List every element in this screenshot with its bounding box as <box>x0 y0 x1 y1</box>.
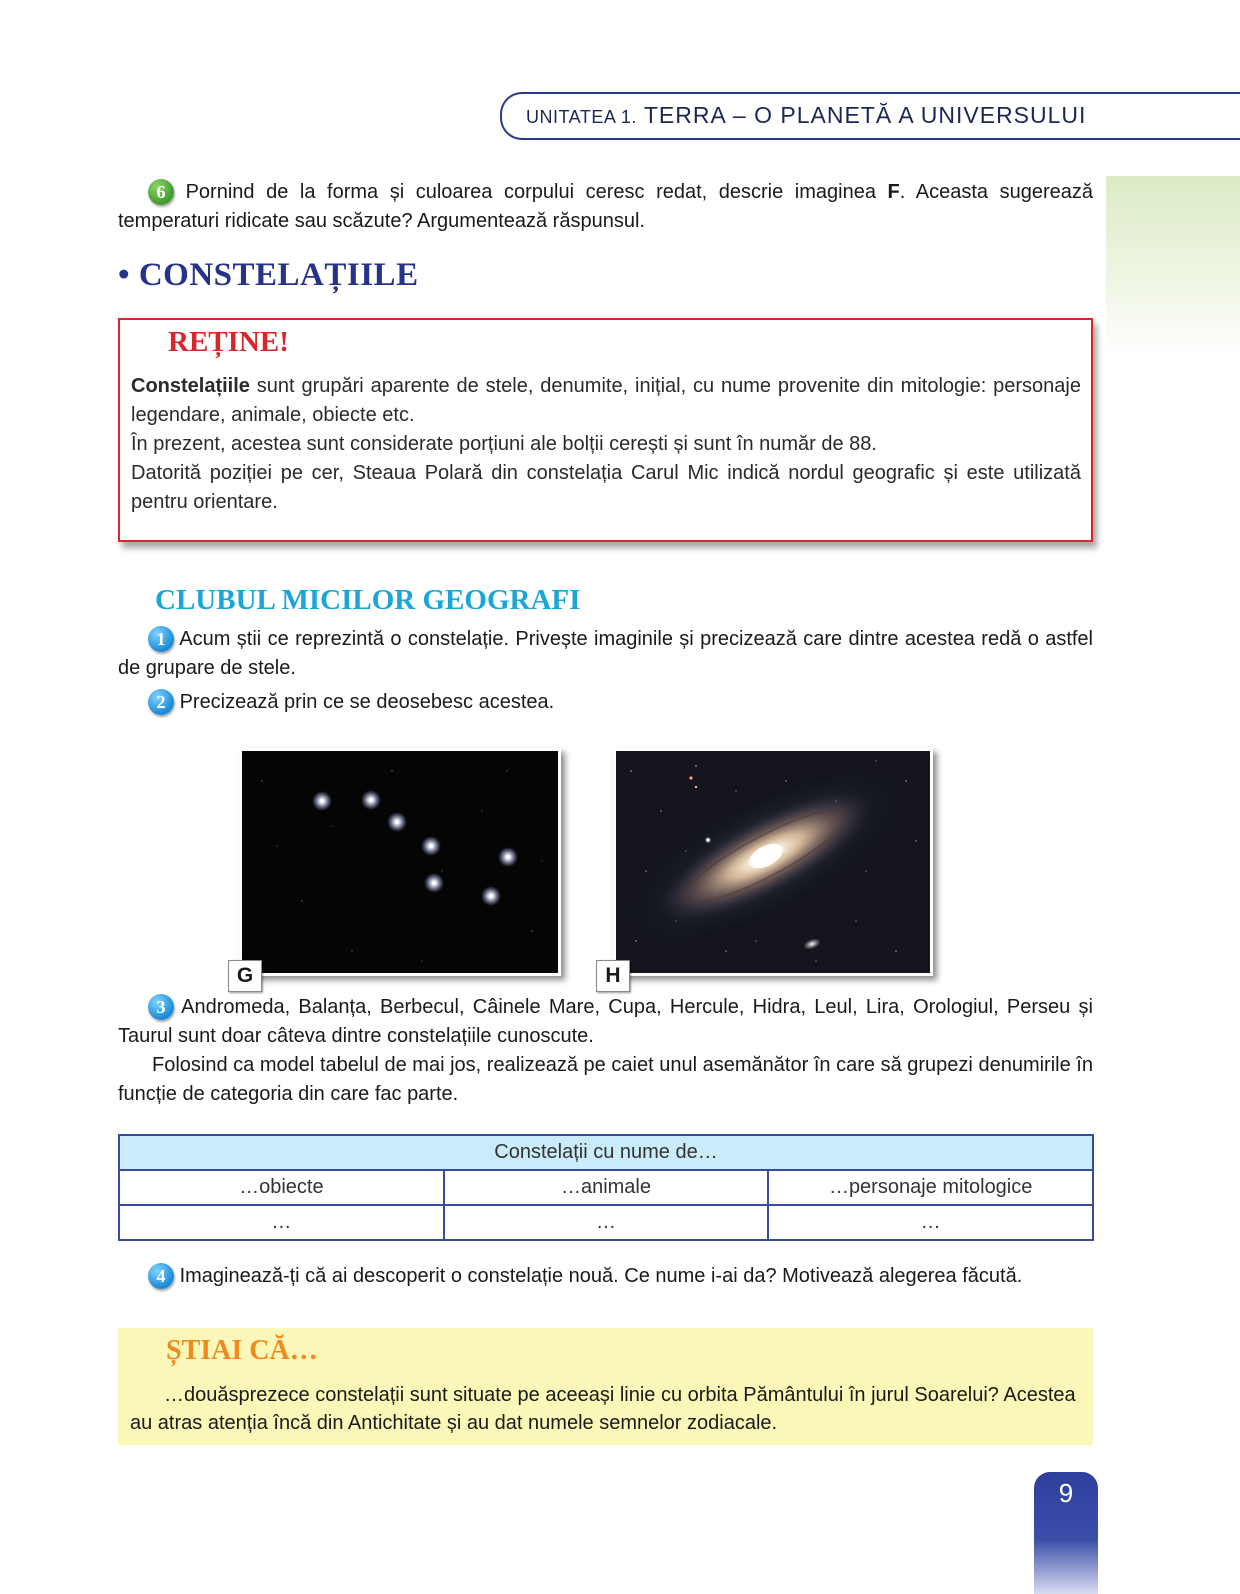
number-badge-4: 4 <box>148 1263 174 1289</box>
unit-title: TERRA – O PLANETĂ A UNIVERSULUI <box>643 102 1087 128</box>
constellation-photo <box>242 751 558 973</box>
question-4-text: Imaginează-ți că ai descoperit o constelație nouă. Ce nume i-ai da? Motivează alegerea făcută. <box>179 1265 1023 1287</box>
page-number: 9 <box>1058 1478 1074 1508</box>
question-6-text-b: . Aceasta sugerează temperaturi ridicate sau scăzute? Argumentează răspunsul. <box>118 181 1093 232</box>
number-badge-2: 2 <box>148 689 174 715</box>
question-3-text: Andromeda, Balanța, Berbecul, Câinele Mare, Cupa, Hercule, Hidra, Leul, Lira, Orologiul, Perseu și Taurul sunt doar câteva dintre constelațiile cunoscute. <box>118 996 1094 1047</box>
question-4 <box>118 1262 1093 1291</box>
question-3-instruction: Folosind ca model tabelul de mai jos, realizează pe caiet unul asemănător în care să grupezi denumirile în funcție de categoria din care fac parte. <box>118 1054 1093 1105</box>
table-cell: … <box>119 1205 444 1240</box>
retine-p1-text: sunt grupări aparente de stele, denumite, inițial, cu nume provenite din mitologie: personaje legendare, animale, obiecte etc. <box>131 375 1081 426</box>
retine-p2-text: În prezent, acestea sunt considerate porțiuni ale bolții cerești și sunt în număr de 88. <box>131 433 877 455</box>
club-title: CLUBUL MICILOR GEOGRAFI <box>155 584 581 616</box>
question-3 <box>118 993 1093 1109</box>
image-label-h: H <box>596 960 630 992</box>
did-you-know-title: ȘTIAI CĂ… <box>166 1335 318 1366</box>
table-cell: … <box>444 1205 769 1240</box>
galaxy-photo <box>616 751 930 973</box>
retine-paragraph-1 <box>131 372 1081 430</box>
image-label-g: G <box>228 960 262 992</box>
retine-paragraph-2 <box>131 430 1081 459</box>
image-ref-f: F <box>887 181 900 203</box>
table-header-cell: Constelații cu nume de… <box>119 1135 1093 1170</box>
retine-body <box>131 372 1081 517</box>
question-1 <box>118 625 1093 683</box>
number-badge-1: 1 <box>148 626 174 652</box>
section-title-text: CONSTELAȚIILE <box>138 257 419 293</box>
number-badge-6: 6 <box>148 179 174 205</box>
table-header-row <box>119 1135 1093 1170</box>
table-columns-row <box>119 1170 1093 1205</box>
did-you-know-text: …douăsprezece constelații sunt situate pe aceeași linie cu orbita Pământului în jurul Soarelui? Acestea au atras atenția încă din Antichitate și au dat numele semnelor zodiacale. <box>130 1384 1076 1434</box>
question-1-text: Acum știi ce reprezintă o constelație. Privește imaginile și precizează care dintre acestea redă o astfel de grupare de stele. <box>118 628 1093 679</box>
section-title <box>118 257 419 294</box>
retine-title: REȚINE! <box>168 326 289 358</box>
table-row <box>119 1205 1093 1240</box>
retine-p3-text: Datorită poziției pe cer, Steaua Polară din constelația Carul Mic indică nordul geografic și este utilizată pentru orientare. <box>131 462 1081 513</box>
unit-label: UNITATEA 1. <box>526 107 637 127</box>
side-gradient-strip <box>1106 176 1240 356</box>
image-g-constellation <box>239 748 561 976</box>
question-3-line-1 <box>118 993 1093 1051</box>
retine-paragraph-3 <box>131 459 1081 517</box>
question-6 <box>118 178 1093 236</box>
section-bullet: • <box>118 257 131 293</box>
column-mythological: …personaje mitologice <box>768 1170 1093 1205</box>
number-badge-3: 3 <box>148 994 174 1020</box>
constellations-table <box>118 1134 1094 1241</box>
question-3-line-2 <box>118 1051 1093 1109</box>
column-animals: …animale <box>444 1170 769 1205</box>
table-cell: … <box>768 1205 1093 1240</box>
running-header <box>526 102 1086 129</box>
question-2 <box>118 688 1093 717</box>
did-you-know-body <box>130 1381 1082 1437</box>
question-2-text: Precizează prin ce se deosebesc acestea. <box>179 691 555 713</box>
retine-term: Constelațiile <box>131 375 250 397</box>
image-h-galaxy <box>613 748 933 976</box>
column-objects: …obiecte <box>119 1170 444 1205</box>
question-6-text-a: Pornind de la forma și culoarea corpului ceresc redat, descrie imaginea <box>185 181 888 203</box>
